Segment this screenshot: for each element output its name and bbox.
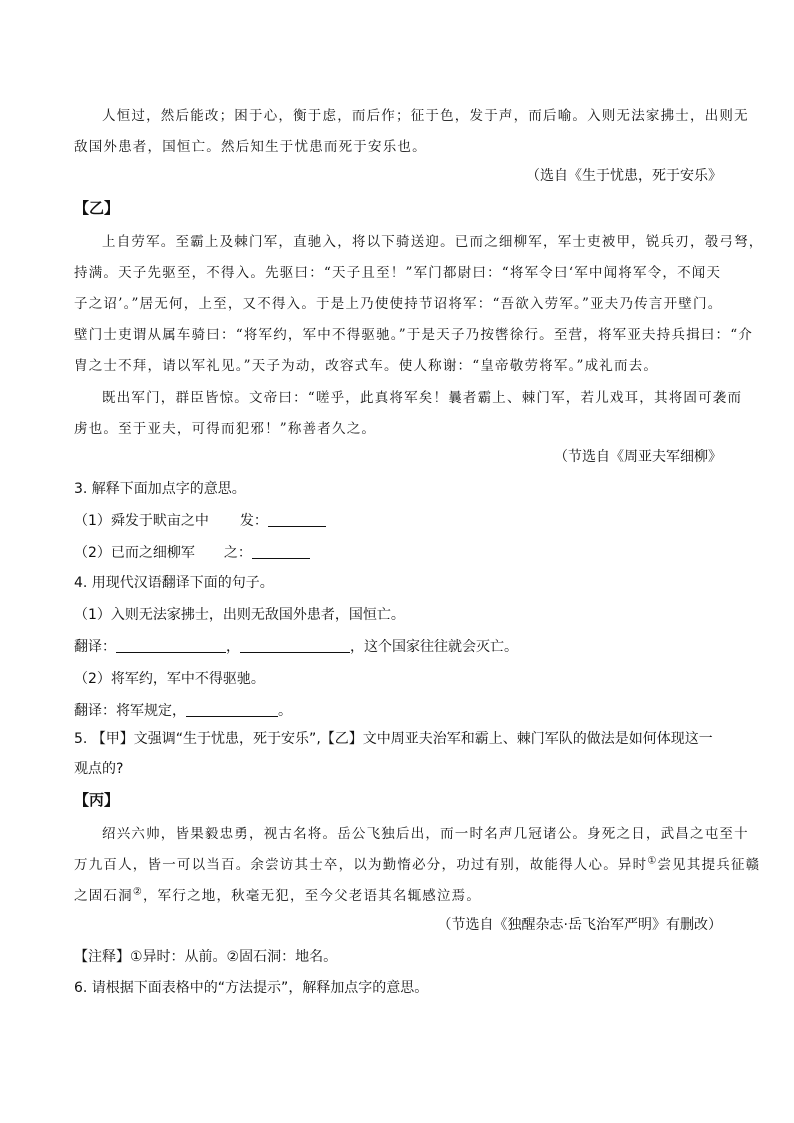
- bing-line-1: 绍兴六帅，皆果毅忠勇，视古名将。岳公飞独后出，而一时名声几冠诸公。身死之日，武昌之屯至十: [102, 826, 749, 842]
- answer-blank[interactable]: [252, 544, 310, 559]
- q3-item-2: [74, 542, 310, 562]
- yi-line: 子之诏’。”居无何，上至，又不得入。于是上乃使使持节诏将军：“吾欲入劳军。”亚夫乃传言开壁门。: [74, 296, 723, 312]
- q5-line-1: 5. 【甲】文强调“生于忧患，死于安乐”,【乙】文中周亚夫治军和霸上、棘门军队的做法是如何体现这一: [74, 731, 713, 747]
- period: 。: [278, 703, 292, 719]
- yi-line: 持满。天子先驱至，不得入。先驱曰：“天子且至！”军门都尉曰：“将军令曰‘军中闻将军令，不闻天: [74, 265, 722, 281]
- q3-item-1-target: 发：: [239, 513, 268, 529]
- annotation: 【注释】①异时：从前。②固石洞：地名。: [74, 949, 338, 965]
- bing-line-2-text: 万九百人，皆一可以当百。余尝访其士卒，以为勤惰必分，功过有别，故能得人心。异时: [74, 857, 648, 873]
- q3-item-1-text: （1）舜发于畎亩之中: [74, 513, 209, 529]
- jia-line-2: 敌国外患者，国恒亡。然后知生于忧患而死于安乐也。: [74, 139, 427, 155]
- answer-blank[interactable]: [268, 512, 326, 527]
- footnote-marker: ②: [132, 886, 143, 898]
- answer-blank[interactable]: [240, 638, 350, 653]
- jia-source: （选自《生于忧患，死于安乐》: [526, 168, 722, 184]
- q4-translation-1: [74, 636, 518, 656]
- bing-line-3-tail: ，军行之地，秋毫无犯，至今父老语其名辄感泣焉。: [142, 888, 482, 904]
- section-label-bing: 【丙】: [74, 791, 120, 809]
- comma: ，: [226, 639, 240, 655]
- bing-line-3-head: 之固石洞: [74, 888, 133, 904]
- yi-line: 壁门士吏谓从属车骑曰：“将军约，军中不得驱驰。”于是天子乃按辔徐行。至营，将军亚夫持兵揖曰：“介: [74, 327, 754, 343]
- q3-item-2-text: （2）已而之细柳军: [74, 545, 195, 561]
- q3-item-2-target: 之：: [223, 545, 252, 561]
- footnote-marker: ①: [647, 855, 658, 867]
- translation-label: 翻译：: [74, 639, 116, 655]
- q3-item-1: [74, 510, 326, 530]
- q4-item-1: （1）入则无法家拂士，出则无敌国外患者，国恒亡。: [74, 607, 405, 623]
- q4-stem: 4. 用现代汉语翻译下面的句子。: [74, 575, 274, 591]
- q5-line-2: 观点的?: [74, 761, 124, 777]
- q4-item-2: （2）将军约，军中不得驱驰。: [74, 671, 265, 687]
- yi-line: 虏也。至于亚夫，可得而犯邪！”称善者久之。: [74, 421, 377, 437]
- question-5: [74, 728, 722, 788]
- jia-line-1: 人恒过，然后能改；困于心，衡于虑，而后作；征于色，发于声，而后喻。入则无法家拂士，出则无: [102, 108, 749, 124]
- bing-passage: [74, 822, 761, 904]
- yi-line: 既出军门，群臣皆惊。文帝曰：“嗟乎，此真将军矣！曩者霸上、棘门军，若儿戏耳，其将固可袭而: [102, 390, 743, 406]
- yi-source: （节选自《周亚夫军细柳》: [554, 449, 722, 465]
- yi-line: 胄之士不拜，请以军礼见。”天子为动，改容式车。使人称谢：“皇帝敬劳将军。”成礼而去。: [74, 358, 659, 374]
- question-3: [74, 478, 722, 568]
- bing-line-2: [74, 853, 760, 873]
- bing-line-3: [74, 884, 481, 904]
- yi-passage: [74, 230, 764, 437]
- yi-line: 上自劳军。至霸上及棘门军，直驰入，将以下骑送迎。已而之细柳军，军士吏被甲，锐兵刃，彀弓弩，: [102, 234, 764, 250]
- answer-blank[interactable]: [186, 702, 278, 717]
- translation-label: 翻译：将军规定，: [74, 703, 186, 719]
- bing-line-2-tail: 尝见其提兵征赣: [657, 857, 761, 873]
- q4-translation-2: [74, 700, 292, 720]
- q3-stem: 3. 解释下面加点字的意思。: [74, 481, 246, 497]
- section-label-yi: 【乙】: [74, 199, 120, 217]
- bing-source: （节选自《独醒杂志·岳飞治军严明》有删改）: [437, 917, 722, 933]
- question-6: 6. 请根据下面表格中的“方法提示”，解释加点字的意思。: [74, 980, 429, 996]
- jia-passage: [74, 104, 749, 164]
- answer-blank[interactable]: [116, 638, 226, 653]
- translation-suffix: ，这个国家往往就会灭亡。: [350, 639, 518, 655]
- question-4: [74, 572, 722, 722]
